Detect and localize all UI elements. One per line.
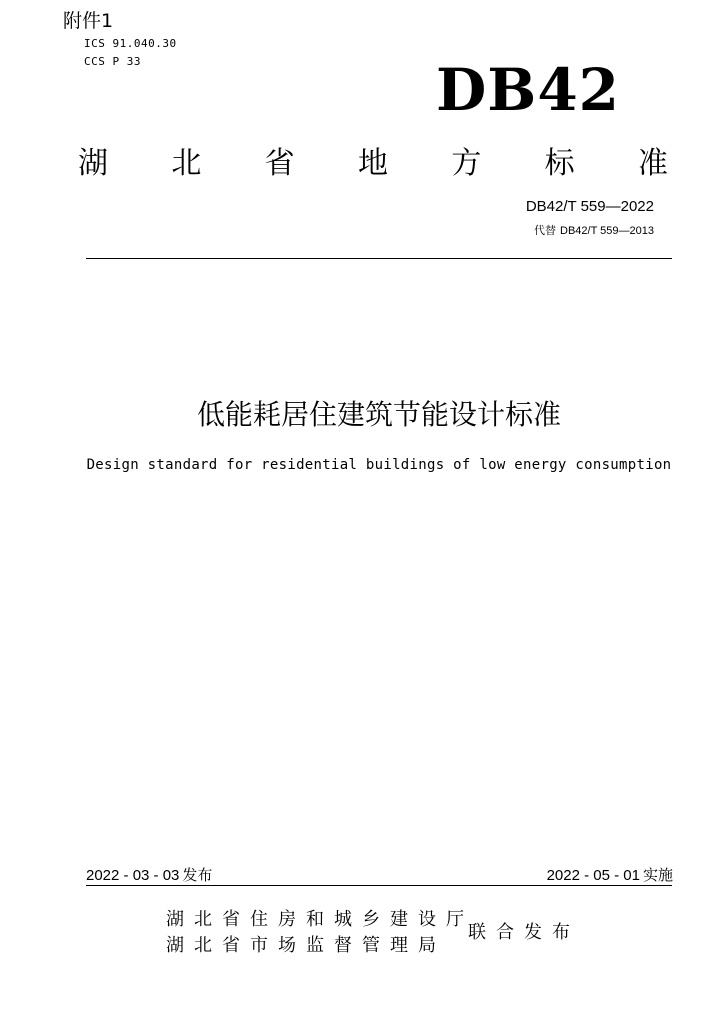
issuer-housing-department: 湖北省住房和城乡建设厅 xyxy=(166,909,474,930)
effective-label: 实施 xyxy=(642,867,673,884)
issue-date: 2022 - 03 - 03 xyxy=(86,867,180,884)
replaces-number: DB42/T 559—2013 xyxy=(560,225,654,237)
document-title-chinese: 低能耗居住建筑节能设计标准 xyxy=(196,398,561,431)
standard-number: DB42/T 559—2022 xyxy=(525,198,654,215)
ccs-code: CCS P 33 xyxy=(84,55,141,68)
standard-type-char: 湖 xyxy=(78,146,108,181)
effective-date-line xyxy=(547,864,673,885)
ics-code: ICS 91.040.30 xyxy=(84,37,177,50)
bottom-divider xyxy=(86,885,672,886)
standard-type-heading xyxy=(78,138,668,182)
replaces-label: 代替 xyxy=(534,225,557,237)
effective-date: 2022 - 05 - 01 xyxy=(546,867,640,884)
standard-type-char: 准 xyxy=(637,146,668,181)
standard-type-char: 北 xyxy=(171,146,202,181)
db42-logo: DB42 xyxy=(436,56,621,124)
joint-issue-label: 联合发布 xyxy=(468,922,580,943)
standard-type-char: 标 xyxy=(544,146,575,181)
issue-label: 发布 xyxy=(182,867,213,884)
replaces-line xyxy=(534,222,654,238)
top-divider xyxy=(86,258,672,259)
issuer-market-regulation: 湖北省市场监督管理局 xyxy=(166,935,446,956)
document-title-english: Design standard for residential buildings of low energy consumption xyxy=(86,457,672,473)
standard-type-char: 方 xyxy=(451,146,482,181)
standard-type-char: 地 xyxy=(357,146,388,181)
attachment-label: 附件1 xyxy=(63,10,114,32)
standard-type-char: 省 xyxy=(264,146,295,181)
issue-date-line xyxy=(86,864,212,885)
